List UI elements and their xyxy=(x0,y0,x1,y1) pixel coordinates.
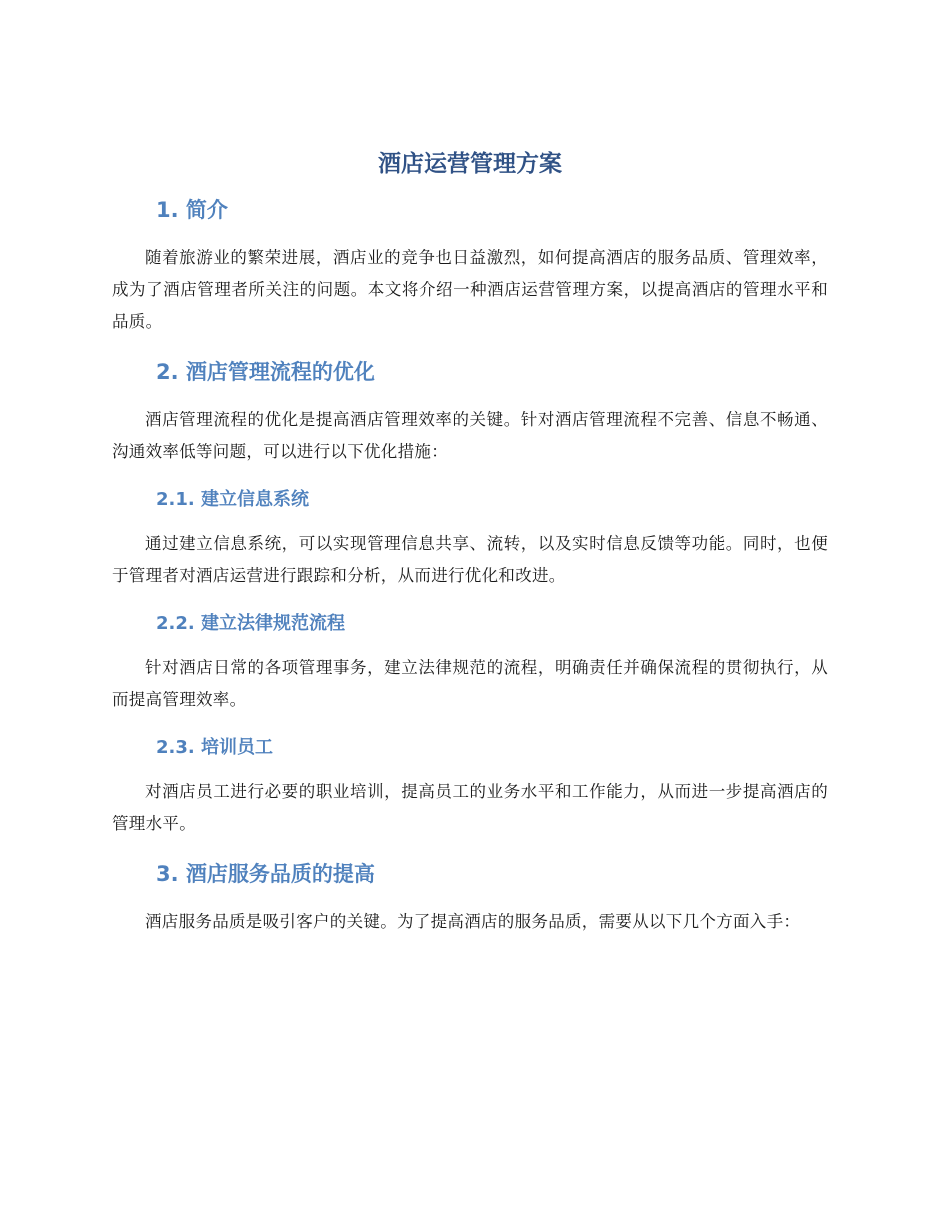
section-heading: 2. 酒店管理流程的优化 xyxy=(156,360,375,384)
section-paragraph: 酒店管理流程的优化是提高酒店管理效率的关键。针对酒店管理流程不完善、信息不畅通、沟通效率低等问题，可以进行以下优化措施： xyxy=(112,410,828,461)
section-introduction xyxy=(112,194,828,338)
subsection-information-system xyxy=(112,486,828,592)
subsection-paragraph: 对酒店员工进行必要的职业培训，提高员工的业务水平和工作能力，从而进一步提高酒店的管理水平。 xyxy=(112,782,828,833)
subsection-paragraph: 通过建立信息系统，可以实现管理信息共享、流转，以及实时信息反馈等功能。同时，也便于管理者对酒店运营进行跟踪和分析，从而进行优化和改进。 xyxy=(112,534,828,585)
section-service-quality xyxy=(112,858,828,938)
document-title: 酒店运营管理方案 xyxy=(378,151,562,177)
subsection-heading: 2.3. 培训员工 xyxy=(156,737,273,758)
document-body xyxy=(112,148,828,956)
subsection-legal-process xyxy=(112,610,828,716)
subsection-staff-training xyxy=(112,734,828,840)
section-heading: 3. 酒店服务品质的提高 xyxy=(156,862,375,886)
section-heading: 1. 简介 xyxy=(156,198,228,222)
subsection-heading: 2.1. 建立信息系统 xyxy=(156,489,309,510)
section-process-optimization xyxy=(112,356,828,840)
subsection-heading: 2.2. 建立法律规范流程 xyxy=(156,613,345,634)
subsection-paragraph: 针对酒店日常的各项管理事务，建立法律规范的流程，明确责任并确保流程的贯彻执行，从而提高管理效率。 xyxy=(112,658,828,709)
section-paragraph: 随着旅游业的繁荣进展，酒店业的竞争也日益激烈，如何提高酒店的服务品质、管理效率，成为了酒店管理者所关注的问题。本文将介绍一种酒店运营管理方案，以提高酒店的管理水平和品质。 xyxy=(112,248,828,331)
section-paragraph: 酒店服务品质是吸引客户的关键。为了提高酒店的服务品质，需要从以下几个方面入手： xyxy=(145,912,801,931)
